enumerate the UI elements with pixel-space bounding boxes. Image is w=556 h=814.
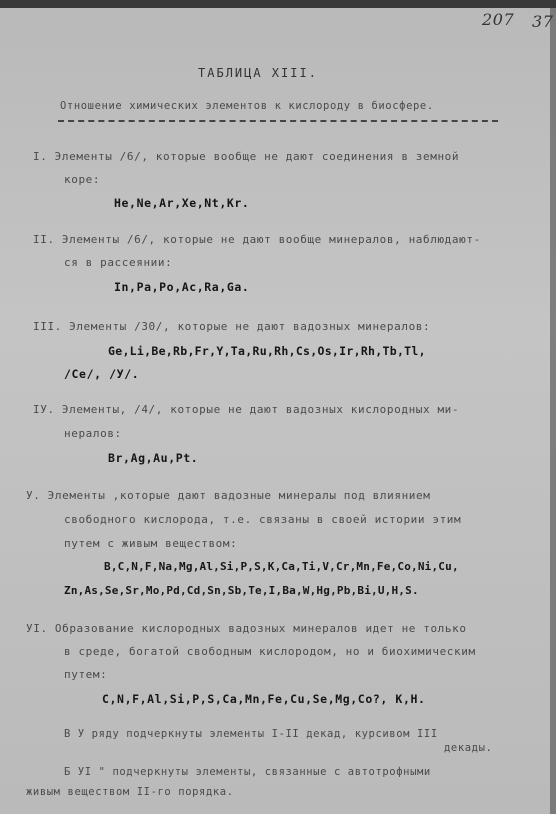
section-5-elements-2: Zn,As,Se,Sr,Mo,Pd,Cd,Sn,Sb,Te,I,Ba,W,Hg,Pb,Bi,U,H,S. — [64, 584, 419, 597]
note-1-line-1: В У ряду подчеркнуты элементы I-II декад, курсивом III — [64, 728, 438, 740]
section-6-line-1: УI. Образование кислородных вадозных минералов идет не только — [26, 622, 467, 635]
section-2-elements: In,Pa,Po,Ac,Ra,Ga. — [114, 280, 250, 294]
section-2-line-1: II. Элементы /6/, которые не дают вообще минералов, наблюдают- — [33, 233, 481, 246]
subtitle-underline — [58, 120, 498, 122]
section-5-line-1: У. Элементы ,которые дают вадозные минералы под влиянием — [26, 489, 431, 502]
section-5-line-2: свободного кислорода, т.е. связаны в своей истории этим — [64, 513, 462, 526]
section-6-line-2: в среде, богатой свободным кислородом, но и биохимическим — [64, 645, 476, 658]
section-3-elements: Ge,Li,Be,Rb,Fr,Y,Ta,Ru,Rh,Cs,Os,Ir,Rh,Tb,Tl, — [108, 344, 426, 358]
folio-number-b: 37 — [532, 12, 554, 31]
section-3-line-1: III. Элементы /30/, которые не дают вадозных минералов: — [33, 320, 431, 333]
section-6-line-3: путем: — [64, 668, 108, 681]
section-5-line-3: путем с живым веществом: — [64, 537, 238, 550]
scan-edge-right — [550, 0, 556, 814]
page-title: ТАБЛИЦА XIII. — [198, 66, 318, 80]
subtitle: Отношение химических элементов к кислороду в биосфере. — [60, 100, 434, 112]
folio-number-a: 207 — [482, 10, 515, 29]
section-3-line-3: /Ce/, /У/. — [64, 367, 140, 381]
section-6-elements: C,N,F,Al,Si,P,S,Ca,Mn,Fe,Cu,Se,Mg,Co?, K,H. — [102, 692, 426, 706]
section-4-line-1: IУ. Элементы, /4/, которые не дают вадозных кислородных ми- — [33, 403, 460, 416]
note-2-line-1: Б УI " подчеркнуты элементы, связанные с автотрофными — [64, 766, 431, 778]
section-4-elements: Br,Ag,Au,Pt. — [108, 451, 199, 465]
section-2-line-2: ся в рассеянии: — [64, 256, 173, 269]
section-1-line-2: коре: — [64, 173, 101, 186]
section-4-line-2: нералов: — [64, 427, 122, 440]
scan-edge-top — [0, 0, 556, 8]
section-1-elements: He,Ne,Ar,Xe,Nt,Kr. — [114, 196, 250, 210]
note-1-line-2: декады. — [444, 742, 493, 754]
section-1-line-1: I. Элементы /6/, которые вообще не дают соединения в земной — [33, 150, 460, 163]
section-5-elements-1: B,C,N,F,Na,Mg,Al,Si,P,S,K,Ca,Ti,V,Cr,Mn,Fe,Co,Ni,Cu, — [104, 560, 459, 573]
note-2-line-2: живым веществом II-го порядка. — [26, 786, 234, 798]
